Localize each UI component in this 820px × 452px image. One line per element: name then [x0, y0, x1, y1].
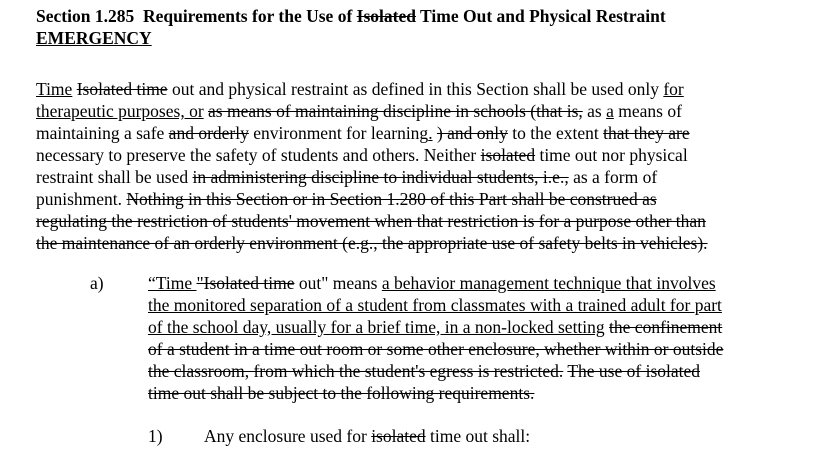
plain-text: means of — [613, 101, 682, 121]
item-a-line-3 — [148, 316, 722, 338]
item-a-line-4: of a student in a time out room or some other enclosure, whether within or outside — [148, 339, 724, 359]
struck-text: "Isolated time — [196, 273, 295, 293]
struck-text: ) and only — [436, 123, 508, 143]
struck-text: The use of isolated — [567, 361, 701, 381]
inserted-text: for — [663, 79, 684, 99]
section-heading — [36, 6, 666, 27]
plain-text: out and physical restraint as defined in this Section shall be used only — [167, 79, 664, 99]
intro-line-4 — [36, 144, 688, 166]
inserted-text: a — [606, 101, 614, 121]
struck-text: and orderly — [168, 123, 249, 143]
inserted-text: of the school day, usually for a brief time, in a non-locked setting — [148, 317, 605, 337]
plain-text: time out shall: — [425, 426, 531, 446]
item-1-text — [204, 425, 530, 447]
intro-line-2 — [36, 100, 682, 122]
section-title-before: Requirements for the Use of — [142, 6, 353, 26]
emergency-label: EMERGENCY — [36, 28, 152, 48]
inserted-text: therapeutic purposes, or — [36, 101, 204, 121]
inserted-text: Time — [36, 79, 73, 99]
struck-text: Nothing in this Section or in Section 1.280 of this Part shall be construed as — [126, 189, 657, 209]
struck-text: in administering discipline to individual students, i.e., — [192, 167, 569, 187]
plain-text: Any enclosure used for — [204, 426, 372, 446]
struck-text: the confinement — [609, 317, 723, 337]
section-title-struck: Isolated — [356, 6, 416, 26]
struck-text: that they are — [603, 123, 690, 143]
plain-text: environment for learning — [248, 123, 429, 143]
intro-line-5 — [36, 166, 657, 188]
item-a-line-2: the monitored separation of a student from classmates with a trained adult for part — [148, 295, 722, 315]
section-title-after: Time Out and Physical Restraint — [420, 6, 666, 26]
intro-line-3 — [36, 122, 690, 144]
inserted-text: “Time — [148, 273, 197, 293]
item-a-line-6: time out shall be subject to the following requirements. — [148, 383, 535, 403]
plain-text: punishment. — [36, 189, 127, 209]
inserted-text: . — [428, 123, 433, 143]
struck-text: Isolated time — [76, 79, 168, 99]
plain-text: restraint shall be used — [36, 167, 193, 187]
plain-text: as — [582, 101, 607, 121]
intro-line-8: the maintenance of an orderly environment (e.g., the appropriate use of safety belts in vehicles). — [36, 233, 708, 253]
plain-text: as a form of — [568, 167, 658, 187]
plain-text: time out nor physical — [535, 145, 688, 165]
item-a-label: a) — [90, 273, 104, 293]
plain-text: necessary to preserve the safety of students and others. Neither — [36, 145, 481, 165]
struck-text: isolated — [480, 145, 536, 165]
item-a-line-5 — [148, 360, 700, 382]
plain-text: maintaining a safe — [36, 123, 169, 143]
item-1-label: 1) — [148, 426, 163, 446]
inserted-text: a behavior management technique that involves — [381, 273, 716, 293]
struck-text: the classroom, from which the student's egress is restricted. — [148, 361, 564, 381]
plain-text: out" means — [294, 273, 382, 293]
section-number: Section 1.285 — [36, 6, 135, 26]
plain-text: to the extent — [507, 123, 604, 143]
struck-text: isolated — [371, 426, 426, 446]
struck-text: as means of maintaining discipline in schools (that is, — [208, 101, 583, 121]
intro-line-6 — [36, 188, 657, 210]
item-a-line-1 — [148, 272, 716, 294]
intro-line-7: regulating the restriction of students' movement when that restriction is for a purpose other than — [36, 211, 706, 231]
intro-line-1 — [36, 78, 684, 100]
